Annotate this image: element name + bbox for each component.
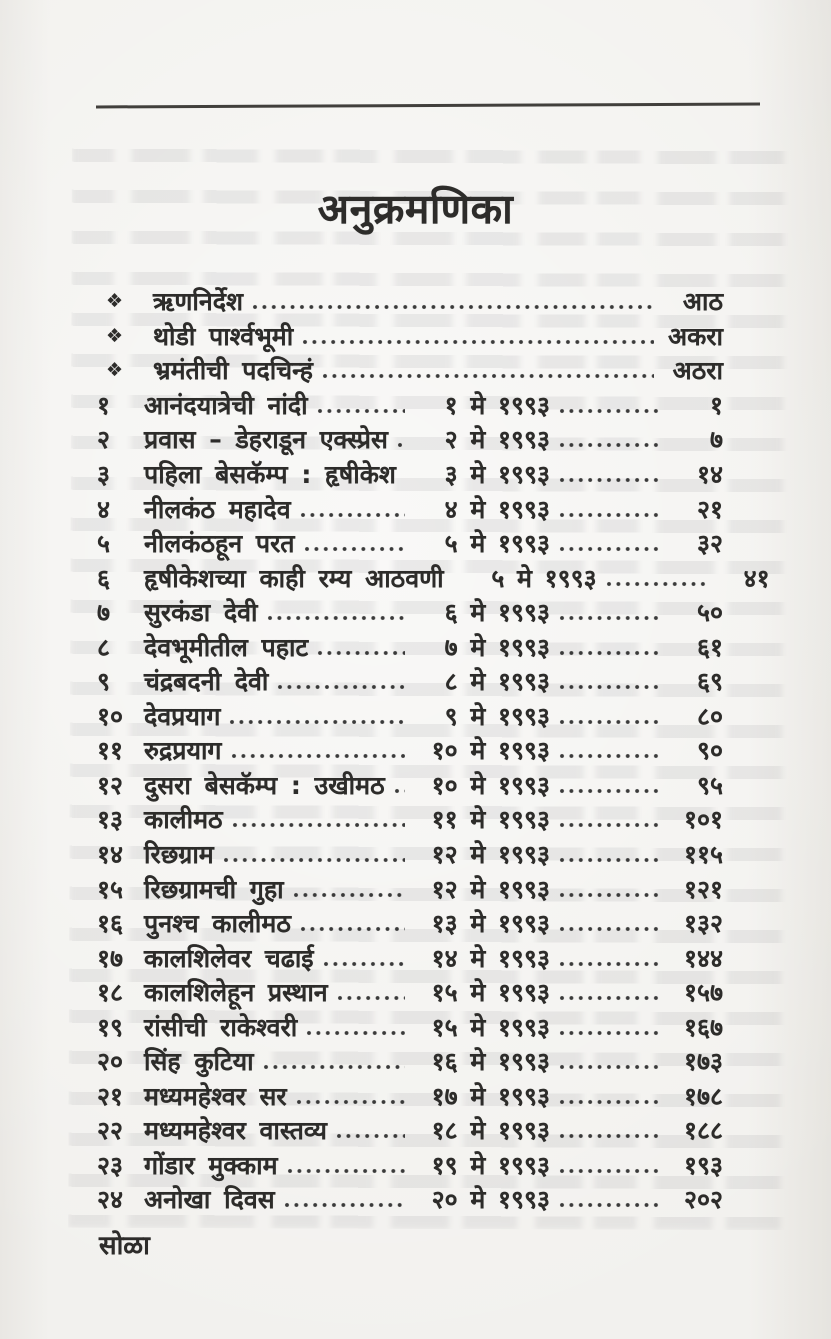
dot-leader	[558, 1098, 660, 1106]
chapter-date: १९ मे १९९३	[431, 1150, 550, 1180]
chapter-page: ८०	[696, 701, 723, 731]
chapter-date: ६ मे १९९३	[444, 598, 550, 628]
chapter-title: पुनश्च कालीमठ	[144, 909, 291, 939]
chapter-number: २२	[97, 1116, 124, 1146]
toc-chapter-row	[97, 837, 723, 872]
dot-leader	[558, 821, 660, 829]
chapter-title: पहिला बेसकॅम्प : हृषीकेश	[144, 460, 396, 489]
toc-chapter-row	[97, 595, 723, 630]
chapter-number: १६	[97, 909, 124, 939]
toc-front-row	[97, 284, 723, 319]
dot-leader	[283, 1201, 405, 1209]
toc-chapter-row	[97, 871, 723, 906]
chapter-number: २४	[97, 1185, 124, 1215]
dot-leader	[558, 752, 660, 760]
folio-page-number: सोळा	[99, 1231, 150, 1261]
dot-leader	[605, 580, 707, 588]
dot-leader	[322, 960, 405, 968]
chapter-number: १७	[97, 943, 124, 973]
chapter-page: १	[709, 390, 723, 420]
dot-leader	[558, 787, 660, 795]
toc-chapter-row	[97, 1079, 723, 1114]
dot-leader	[558, 1167, 660, 1175]
chapter-title: नीलकंठ महादेव	[144, 494, 291, 524]
dot-leader	[262, 1063, 405, 1071]
chapter-page: ११५	[683, 840, 723, 870]
dot-leader	[316, 407, 405, 415]
chapter-date: १ मे १९९३	[444, 390, 550, 420]
chapter-number: १८	[97, 978, 124, 1008]
chapter-title: देवभूमीतील पहाट	[144, 632, 309, 662]
chapter-page: ६१	[696, 632, 723, 662]
diamond-bullet-icon: ❖	[106, 324, 124, 347]
chapter-date: १३ मे १९९३	[431, 909, 550, 939]
toc-item-title: भ्रमंतीची पदचिन्हं	[153, 356, 313, 386]
chapter-page: १२१	[683, 874, 723, 904]
diamond-bullet-icon: ❖	[106, 290, 124, 313]
chapter-number: ९	[97, 667, 111, 697]
chapter-page: १९३	[683, 1150, 723, 1180]
toc-chapter-row	[97, 1148, 723, 1183]
chapter-date: ७ मे १९९३	[444, 632, 550, 662]
header-rule	[96, 103, 760, 109]
toc-item-title: थोडी पार्श्वभूमी	[153, 321, 294, 351]
chapter-title: हृषीकेशच्या काही रम्य आठवणी	[144, 563, 444, 593]
chapter-date: ५ मे १९९३	[444, 529, 550, 559]
dot-leader	[558, 891, 660, 899]
chapter-page: ६९	[696, 667, 723, 697]
dot-leader	[301, 338, 654, 346]
dot-leader	[558, 441, 660, 449]
chapter-number: ५	[97, 529, 111, 559]
chapter-title: प्रवास – डेहराडून एक्स्प्रेस	[144, 425, 388, 455]
chapter-title: दुसरा बेसकॅम्प : उखीमठ	[144, 770, 385, 800]
dot-leader	[276, 683, 405, 691]
chapter-page: ५०	[696, 598, 723, 628]
chapter-page: ९०	[696, 736, 723, 766]
dot-leader	[558, 1063, 660, 1071]
chapter-title: सुरकंडा देवी	[144, 598, 258, 628]
chapter-number: १०	[97, 701, 124, 731]
dot-leader	[558, 1201, 660, 1209]
dot-leader	[292, 891, 405, 899]
chapter-number: १५	[97, 874, 124, 904]
diamond-bullet-icon: ❖	[106, 359, 124, 382]
chapter-title: रिछग्राम	[144, 840, 214, 870]
chapter-number: ६	[97, 563, 111, 593]
chapter-page: १०१	[683, 805, 723, 835]
chapter-page: २०२	[683, 1185, 723, 1215]
chapter-number: ११	[97, 736, 124, 766]
chapter-title: रांसीची राकेश्वरी	[144, 1012, 298, 1042]
table-of-contents	[97, 284, 770, 1217]
chapter-date: १७ मे १९९३	[431, 1081, 550, 1111]
chapter-date: १५ मे १९९३	[431, 1012, 550, 1042]
chapter-title: रिछग्रामची गुहा	[144, 874, 284, 904]
dot-leader	[558, 511, 660, 519]
chapter-page: १६७	[683, 1012, 723, 1042]
chapter-page: ९५	[696, 770, 723, 800]
chapter-date: ९ मे १९९३	[444, 701, 550, 731]
chapter-title: गोंडार मुक्काम	[144, 1150, 278, 1180]
chapter-number: ३	[97, 460, 111, 489]
dot-leader	[228, 718, 405, 726]
dot-leader	[558, 614, 660, 622]
chapter-date: ५ मे १९९३	[491, 563, 597, 593]
dot-leader	[303, 545, 405, 553]
dot-leader	[396, 441, 405, 449]
chapter-page: १५७	[683, 978, 723, 1008]
page-title: अनुक्रमणिका	[317, 185, 514, 233]
dot-leader	[231, 821, 405, 829]
toc-chapter-row	[97, 664, 723, 699]
dot-leader	[222, 856, 405, 864]
chapter-number: १२	[97, 770, 124, 800]
chapter-page: १८८	[683, 1116, 723, 1146]
toc-chapter-row	[97, 768, 723, 803]
chapter-page: १७३	[683, 1047, 723, 1077]
dot-leader	[558, 649, 660, 657]
chapter-number: ७	[97, 598, 111, 628]
dot-leader	[558, 856, 660, 864]
chapter-number: ८	[97, 632, 111, 662]
chapter-date: १२ मे १९९३	[431, 840, 550, 870]
toc-chapter-row	[97, 1182, 723, 1217]
chapter-number: ४	[97, 494, 111, 524]
chapter-title: कालशिलेवर चढाई	[144, 943, 314, 973]
chapter-date: १० मे १९९३	[431, 770, 550, 800]
toc-chapter-row	[97, 629, 723, 664]
chapter-date: १० मे १९९३	[431, 736, 550, 766]
dot-leader	[230, 752, 405, 760]
dot-leader	[305, 1029, 405, 1037]
chapter-title: मध्यमहेश्वर वास्तव्य	[144, 1116, 327, 1146]
toc-chapter-row	[97, 733, 723, 768]
chapter-number: १९	[97, 1012, 124, 1042]
chapter-date: १२ मे १९९३	[431, 874, 550, 904]
chapter-page: १४४	[683, 943, 723, 973]
dot-leader	[286, 1167, 405, 1175]
dot-leader	[295, 1098, 405, 1106]
chapter-title: आनंदयात्रेची नांदी	[144, 390, 308, 420]
toc-chapter-row	[97, 1044, 723, 1079]
chapter-date: ८ मे १९९३	[444, 667, 550, 697]
toc-chapter-row	[97, 975, 723, 1010]
chapter-page: ३२	[696, 529, 723, 559]
chapter-title: मध्यमहेश्वर सर	[144, 1081, 287, 1111]
chapter-page: १७८	[683, 1081, 723, 1111]
chapter-number: १४	[97, 840, 124, 870]
dot-leader	[336, 994, 405, 1002]
dot-leader	[558, 1132, 660, 1140]
chapter-number: २१	[97, 1081, 124, 1111]
chapter-date: २ मे १९९३	[444, 425, 550, 455]
chapter-title: देवप्रयाग	[144, 701, 221, 731]
chapter-title: चंद्रबदनी देवी	[144, 667, 269, 697]
dot-leader	[299, 925, 405, 933]
dot-leader	[558, 476, 660, 484]
chapter-date: २० मे १९९३	[431, 1185, 550, 1215]
chapter-date: १५ मे १९९३	[431, 978, 550, 1008]
dot-leader	[558, 718, 660, 726]
chapter-title: अनोखा दिवस	[144, 1185, 275, 1215]
dot-leader	[558, 545, 660, 553]
toc-front-row	[97, 353, 723, 388]
dot-leader	[335, 1132, 405, 1140]
toc-chapter-row	[97, 491, 723, 526]
chapter-number: १३	[97, 805, 124, 835]
chapter-page: १३२	[683, 909, 723, 939]
chapter-title: नीलकंठहून परत	[144, 529, 295, 559]
dot-leader	[558, 994, 660, 1002]
dot-leader	[393, 787, 405, 795]
toc-chapter-row	[97, 422, 723, 457]
toc-chapter-row	[97, 560, 770, 595]
chapter-date: ३ मे १९९३	[444, 460, 550, 489]
dot-leader	[558, 683, 660, 691]
toc-chapter-row	[97, 699, 723, 734]
chapter-number: २३	[97, 1150, 124, 1180]
toc-item-page: आठ	[682, 287, 723, 317]
toc-chapter-row	[97, 906, 723, 941]
chapter-title: कालीमठ	[144, 805, 223, 835]
dot-leader	[558, 407, 660, 415]
toc-chapter-row	[97, 526, 723, 561]
dot-leader	[316, 649, 405, 657]
chapter-page: २१	[696, 494, 723, 524]
toc-chapter-row	[97, 1009, 723, 1044]
chapter-date: १६ मे १९९३	[431, 1047, 550, 1077]
chapter-page: ४१	[743, 563, 770, 593]
toc-chapter-row	[97, 1113, 723, 1148]
chapter-date: १८ मे १९९३	[431, 1116, 550, 1146]
chapter-date: १४ मे १९९३	[431, 943, 550, 973]
dot-leader	[404, 476, 405, 484]
chapter-title: रुद्रप्रयाग	[144, 736, 222, 766]
chapter-page: ७	[709, 425, 723, 455]
chapter-number: १	[97, 390, 111, 420]
chapter-number: २	[97, 425, 111, 455]
chapter-date: ४ मे १९९३	[444, 494, 550, 524]
dot-leader	[558, 960, 660, 968]
dot-leader	[251, 303, 654, 311]
chapter-number: २०	[97, 1047, 124, 1077]
toc-chapter-row	[97, 457, 723, 492]
toc-chapter-row	[97, 802, 723, 837]
chapter-title: कालशिलेहून प्रस्थान	[144, 978, 328, 1008]
dot-leader	[321, 372, 654, 380]
toc-chapter-row	[97, 388, 723, 423]
chapter-title: सिंह कुटिया	[144, 1047, 254, 1077]
chapter-page: १४	[696, 460, 723, 489]
toc-item-page: अठरा	[672, 356, 723, 386]
dot-leader	[558, 925, 660, 933]
toc-item-page: अकरा	[667, 321, 723, 351]
chapter-date: ११ मे १९९३	[431, 805, 550, 835]
toc-front-row	[97, 319, 723, 354]
dot-leader	[558, 1029, 660, 1037]
toc-chapter-row	[97, 940, 723, 975]
dot-leader	[299, 511, 405, 519]
dot-leader	[266, 614, 405, 622]
toc-item-title: ऋणनिर्देश	[153, 287, 244, 317]
